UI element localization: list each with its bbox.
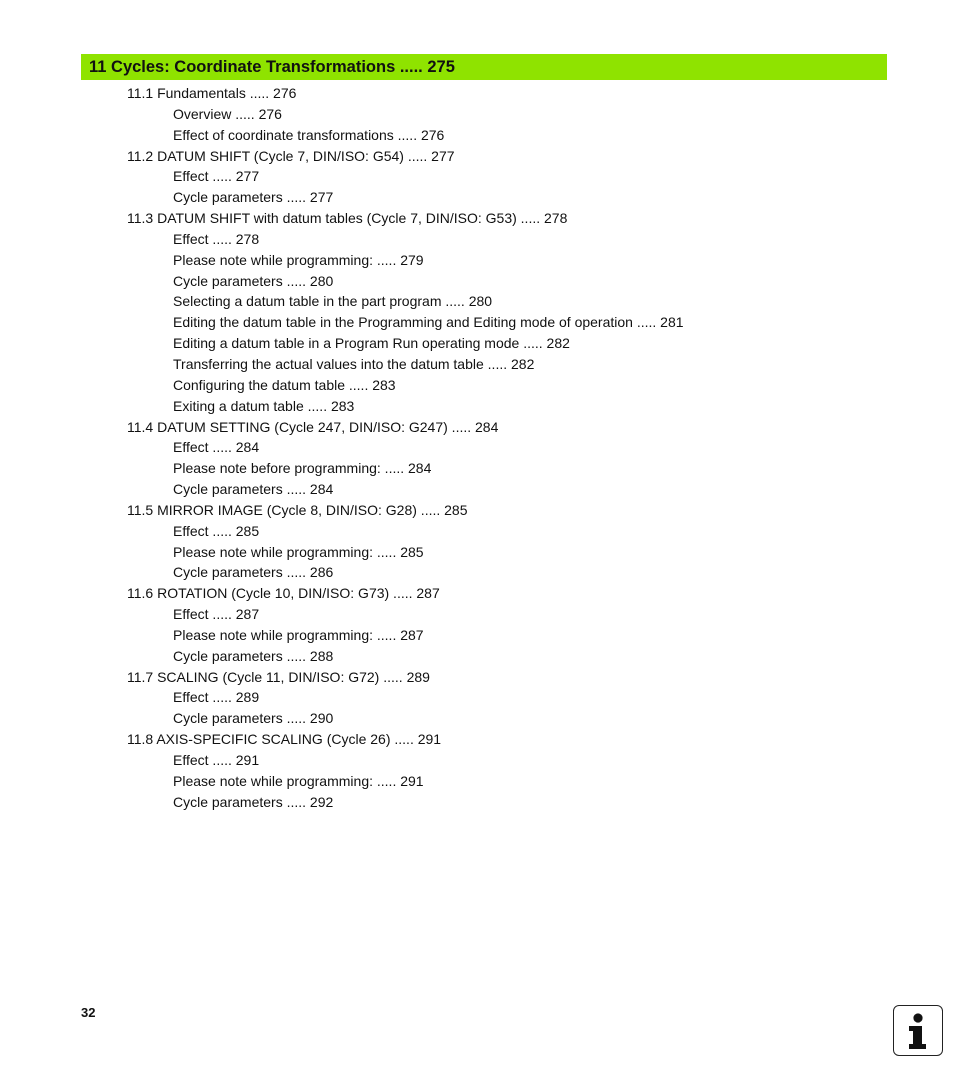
toc-section-entry[interactable]: 11.8 AXIS-SPECIFIC SCALING (Cycle 26) ..... 291: [127, 731, 442, 748]
toc-section-entry[interactable]: 11.5 MIRROR IMAGE (Cycle 8, DIN/ISO: G28) ..... 285: [127, 501, 468, 518]
toc-section-entry[interactable]: 11.4 DATUM SETTING (Cycle 247, DIN/ISO: G247) ..... 284: [127, 418, 499, 435]
toc-section-entry[interactable]: 11.3 DATUM SHIFT with datum tables (Cycle 7, DIN/ISO: G53) ..... 278: [127, 210, 568, 227]
toc-section-entry[interactable]: 11.1 Fundamentals ..... 276: [127, 85, 297, 101]
toc-subsection-entry[interactable]: Cycle parameters ..... 290: [173, 710, 334, 727]
toc-subsection-entry[interactable]: Cycle parameters ..... 280: [173, 272, 334, 289]
toc-subsection-entry[interactable]: Transferring the actual values into the datum table ..... 282: [173, 355, 535, 372]
toc-section-entry[interactable]: 11.6 ROTATION (Cycle 10, DIN/ISO: G73) ..... 287: [127, 585, 440, 602]
toc-subsection-entry[interactable]: Cycle parameters ..... 284: [173, 481, 334, 498]
toc-subsection-entry[interactable]: Please note while programming: ..... 285: [173, 543, 424, 560]
toc-subsection-entry[interactable]: Cycle parameters ..... 288: [173, 647, 334, 664]
toc-subsection-entry[interactable]: Please note while programming: ..... 287: [173, 626, 424, 643]
toc-subsection-entry[interactable]: Cycle parameters ..... 277: [173, 189, 334, 206]
toc-subsection-entry[interactable]: Configuring the datum table ..... 283: [173, 376, 396, 393]
toc-subsection-entry[interactable]: Effect ..... 277: [173, 168, 260, 185]
toc-subsection-entry[interactable]: Please note before programming: ..... 284: [173, 460, 432, 477]
table-of-contents: [0, 83, 954, 813]
toc-subsection-entry[interactable]: Please note while programming: ..... 279: [173, 251, 424, 268]
toc-subsection-entry[interactable]: Selecting a datum table in the part program ..... 280: [173, 293, 493, 310]
toc-subsection-entry[interactable]: Effect ..... 284: [173, 439, 260, 456]
toc-section-entry[interactable]: 11.2 DATUM SHIFT (Cycle 7, DIN/ISO: G54) ..... 277: [127, 147, 455, 164]
toc-subsection-entry[interactable]: Cycle parameters ..... 292: [173, 793, 334, 810]
toc-subsection-entry[interactable]: Overview ..... 276: [173, 105, 282, 122]
toc-subsection-entry[interactable]: Effect of coordinate transformations ..... 276: [173, 126, 445, 143]
toc-subsection-entry[interactable]: Cycle parameters ..... 286: [173, 564, 334, 581]
toc-section-entry[interactable]: 11.7 SCALING (Cycle 11, DIN/ISO: G72) ..... 289: [127, 668, 430, 685]
toc-subsection-entry[interactable]: Effect ..... 287: [173, 606, 260, 623]
info-icon: [893, 1005, 943, 1056]
toc-subsection-entry[interactable]: Editing a datum table in a Program Run operating mode ..... 282: [173, 335, 570, 352]
chapter-title[interactable]: 11 Cycles: Coordinate Transformations ..... 275: [89, 58, 455, 76]
info-glyph: [894, 1006, 941, 1054]
toc-subsection-entry[interactable]: Effect ..... 289: [173, 689, 260, 706]
toc-subsection-entry[interactable]: Please note while programming: ..... 291: [173, 772, 424, 789]
toc-subsection-entry[interactable]: Editing the datum table in the Programming and Editing mode of operation ..... 281: [173, 314, 684, 331]
chapter-heading-bar: [81, 54, 887, 80]
toc-subsection-entry[interactable]: Exiting a datum table ..... 283: [173, 397, 355, 414]
toc-subsection-entry[interactable]: Effect ..... 291: [173, 752, 260, 768]
page-number: 32: [81, 1005, 96, 1020]
toc-subsection-entry[interactable]: Effect ..... 278: [173, 230, 260, 247]
toc-subsection-entry[interactable]: Effect ..... 285: [173, 522, 260, 539]
